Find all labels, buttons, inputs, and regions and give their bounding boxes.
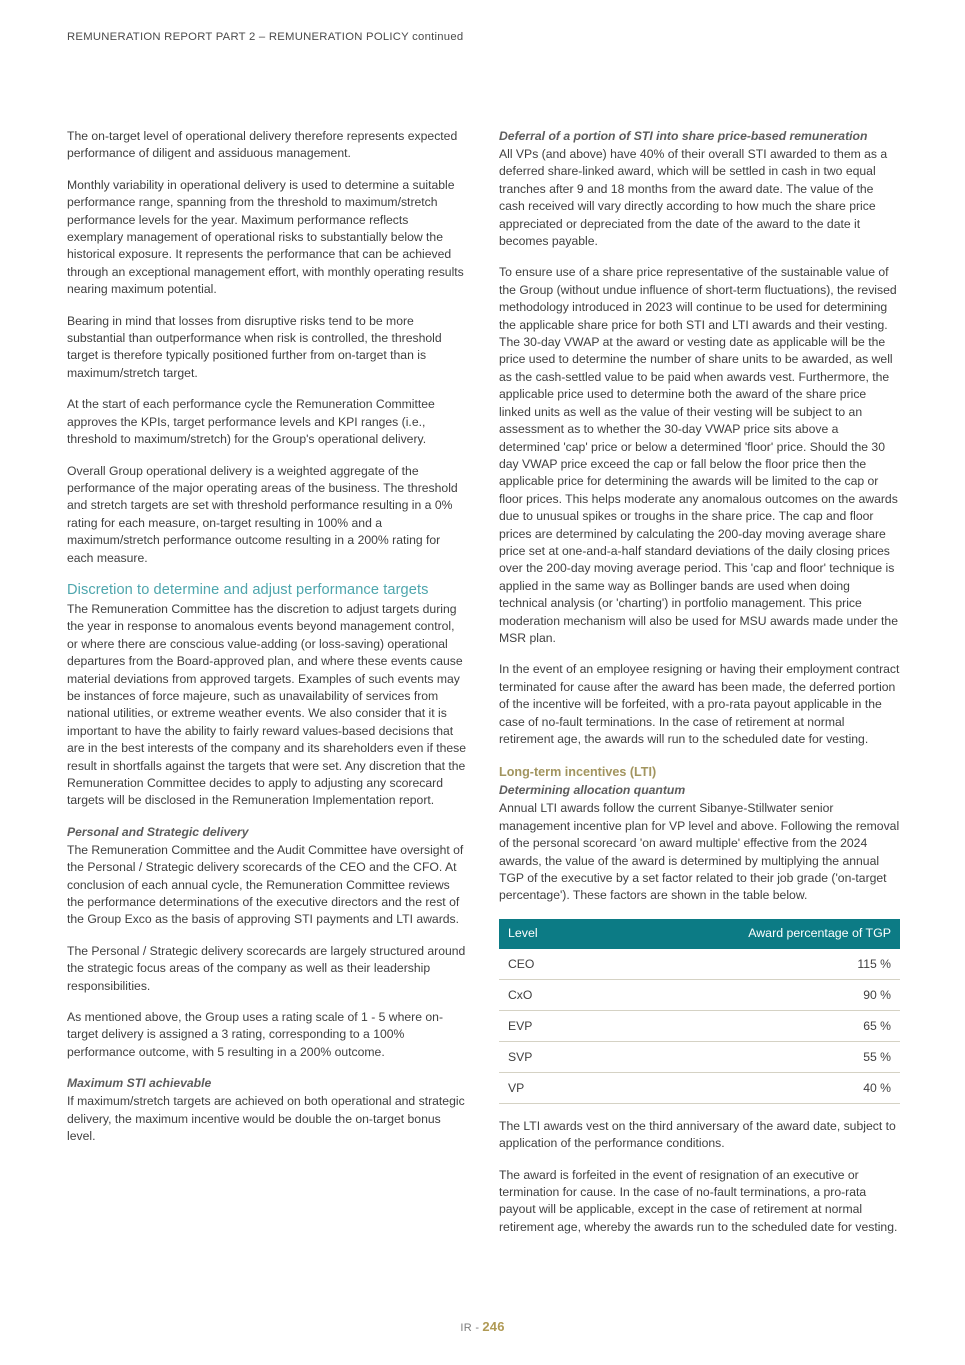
paragraph: The Remuneration Committee has the discretion to adjust targets during the year in response to anomalous events beyond management control, or where there are conscious value-adding (or loss-saving) operational departures from the Board-approved plan, and where these events cause material deviations from approved targets. Examples of such events may be instances of force majeure, such as unavailability of services from national utilities, or extreme weather events. We also consider that it is important to have the ability to fairly reward values-based decisions that are in the best interests of the company and its shareholders even if these result in shortfalls against the targets that were set. Any discretion that the Remuneration Committee decides to apply to adjusting any scorecard targets will be disclosed in the Remuneration Implementation report. xyxy=(67,601,467,808)
cell-level: CxO xyxy=(499,979,591,1010)
table-row xyxy=(499,979,900,1010)
cell-award: 40 % xyxy=(591,1072,900,1103)
section-heading-long-term-incentives: Long-term incentives (LTI) xyxy=(499,765,657,780)
section-heading-discretion: Discretion to determine and adjust performance targets xyxy=(67,581,429,598)
cell-award: 115 % xyxy=(591,949,900,980)
subheading-maximum-sti-achievable: Maximum STI achievable xyxy=(67,1076,212,1091)
page-footer xyxy=(0,1319,965,1334)
table-body xyxy=(499,949,900,1104)
paragraph: The LTI awards vest on the third anniversary of the award date, subject to application of the performance conditions. xyxy=(499,1118,896,1151)
table-row xyxy=(499,1010,900,1041)
cell-level: SVP xyxy=(499,1041,591,1072)
paragraph: At the start of each performance cycle the Remuneration Committee approves the KPIs, target performance levels and KPI ranges (i.e., threshold to maximum/stretch) for the Group's operational delivery. xyxy=(67,397,435,447)
paragraph: If maximum/stretch targets are achieved on both operational and strategic delivery, the maximum incentive would be double the on-target bonus level. xyxy=(67,1094,465,1144)
paragraph: Annual LTI awards follow the current Sibanye-Stillwater senior management incentive plan for VP level and above. Following the removal of the personal scorecard 'on award multiple' effective from the 2024 awards, the value of the award is determined by multiplying the annual TGP of the executive by a set factor related to their job grade ('on-target percentage'). These factors are shown in the table below. xyxy=(499,801,900,903)
paragraph: In the event of an employee resigning or having their employment contract terminated for cause after the award has been made, the deferred portion of the incentive will be forfeited, with a pro-rata payout applicable in the case of no-fault terminations. In the case of retirement at normal retirement age, the awards will run to the scheduled date for vesting. xyxy=(499,662,900,746)
paragraph: Bearing in mind that losses from disruptive risks tend to be more substantial than outperformance when risk is controlled, the threshold target is therefore typically positioned further from on-target than is maximum/stretch target. xyxy=(67,313,442,380)
cell-level: VP xyxy=(499,1072,591,1103)
paragraph: The on-target level of operational delivery therefore represents expected performance of diligent and assiduous management. xyxy=(67,129,458,161)
lti-award-percentage-table xyxy=(499,919,900,1104)
subheading-personal-strategic-delivery: Personal and Strategic delivery xyxy=(67,824,249,839)
paragraph: The Personal / Strategic delivery scorecards are largely structured around the strategic focus areas of the company as well as their leadership responsibilities. xyxy=(67,943,466,993)
cell-award: 90 % xyxy=(591,979,900,1010)
table-row xyxy=(499,1041,900,1072)
paragraph: As mentioned above, the Group uses a rating scale of 1 - 5 where on-target delivery is assigned a 3 rating, corresponding to a 100% performance outcome, with 5 resulting in a 200% outcome. xyxy=(67,1010,443,1059)
table-header-row xyxy=(499,919,900,949)
cell-award: 55 % xyxy=(591,1041,900,1072)
table-row xyxy=(499,1072,900,1103)
right-column xyxy=(499,128,900,1250)
footer-page-number: 246 xyxy=(482,1319,505,1334)
table-row xyxy=(499,949,900,980)
footer-label: IR - xyxy=(460,1322,480,1334)
paragraph: Monthly variability in operational delivery is used to determine a suitable performance range, spanning from the threshold to maximum/stretch performance levels for the year. Maximum performance reflects exemplary management of operational risks to substantially below the historical exposure. It represents the performance that can be achieved through an exceptional management effort, with monthly operating results nearing maximum potential. xyxy=(67,177,464,297)
cell-award: 65 % xyxy=(591,1010,900,1041)
cell-level: CEO xyxy=(499,949,591,980)
running-header: REMUNERATION REPORT PART 2 – REMUNERATION POLICY continued xyxy=(67,31,464,43)
paragraph: Overall Group operational delivery is a weighted aggregate of the performance of the major operating areas of the business. The threshold and stretch targets are set with threshold performance resulting in a 0% rating for each measure, on-target resulting in 100% and a maximum/stretch performance outcome resulting in a 200% rating for each measure. xyxy=(67,463,458,565)
two-column-body xyxy=(67,128,900,1250)
subheading-deferral-of-sti: Deferral of a portion of STI into share price-based remuneration xyxy=(499,129,868,143)
subheading-determining-allocation-quantum: Determining allocation quantum xyxy=(499,783,686,798)
paragraph: All VPs (and above) have 40% of their overall STI awarded to them as a deferred share-linked award, which will be settled in cash in two equal tranches after 9 and 18 months from the award date. The value of the cash received will vary directly according to how much the share price appreciated or depreciated from the date of the award to the date it becomes payable. xyxy=(499,147,888,249)
paragraph: The Remuneration Committee and the Audit Committee have oversight of the Personal / Strategic delivery scorecards of the CEO and the CFO. At conclusion of each annual cycle, the Remuneration Committee reviews the performance determinations of the executive directors and the rest of the Group Exco as the basis of approving STI payments and LTI awards. xyxy=(67,842,464,927)
left-column xyxy=(67,128,467,1250)
column-header-level: Level xyxy=(499,919,591,949)
table-header xyxy=(499,919,900,949)
paragraph: The award is forfeited in the event of resignation of an executive or termination for cause. In the case of no-fault terminations, a pro-rata payout will be applicable, except in the case of retirement at normal retirement age, whereby the awards run to the scheduled date for vesting. xyxy=(499,1167,898,1234)
cell-level: EVP xyxy=(499,1010,591,1041)
paragraph: To ensure use of a share price representative of the sustainable value of the Group (without undue influence of short-term fluctuations), the revised methodology introduced in 2023 will continue to be used for determining the applicable share price for both STI and LTI awards and their vesting. The 30-day VWAP at the award or vesting date as applicable will be the price used to determine the number of share units to be awarded, as well as the cash-settled value to be paid when awards vest. Furthermore, the applicable price used to determine both the award of the share price linked units as well as the value of their vesting will be subject to an assessment as to whether the 30-day VWAP price sits above a determined 'cap' price or below a determined 'floor' price. Should the 30 day VWAP price exceed the cap or fall below the floor price then the applicable price for determining the awards will be limited to the cap or floor prices. This helps moderate any anomalous outcomes on the awards due to unusual spikes or troughs in the share price. The cap and floor prices are determined by calculating the 200-day moving average share price set at one-and-a-half standard deviations of the daily closing prices over the 200-day moving average period. This 'cap and floor' technique is applied in the same way as Bollinger bands are used when doing technical analysis (or 'charting') in portfolio management. This price moderation mechanism will also be used for MSU awards made under the MSR plan. xyxy=(499,265,898,645)
column-header-award-percentage: Award percentage of TGP xyxy=(591,919,900,949)
